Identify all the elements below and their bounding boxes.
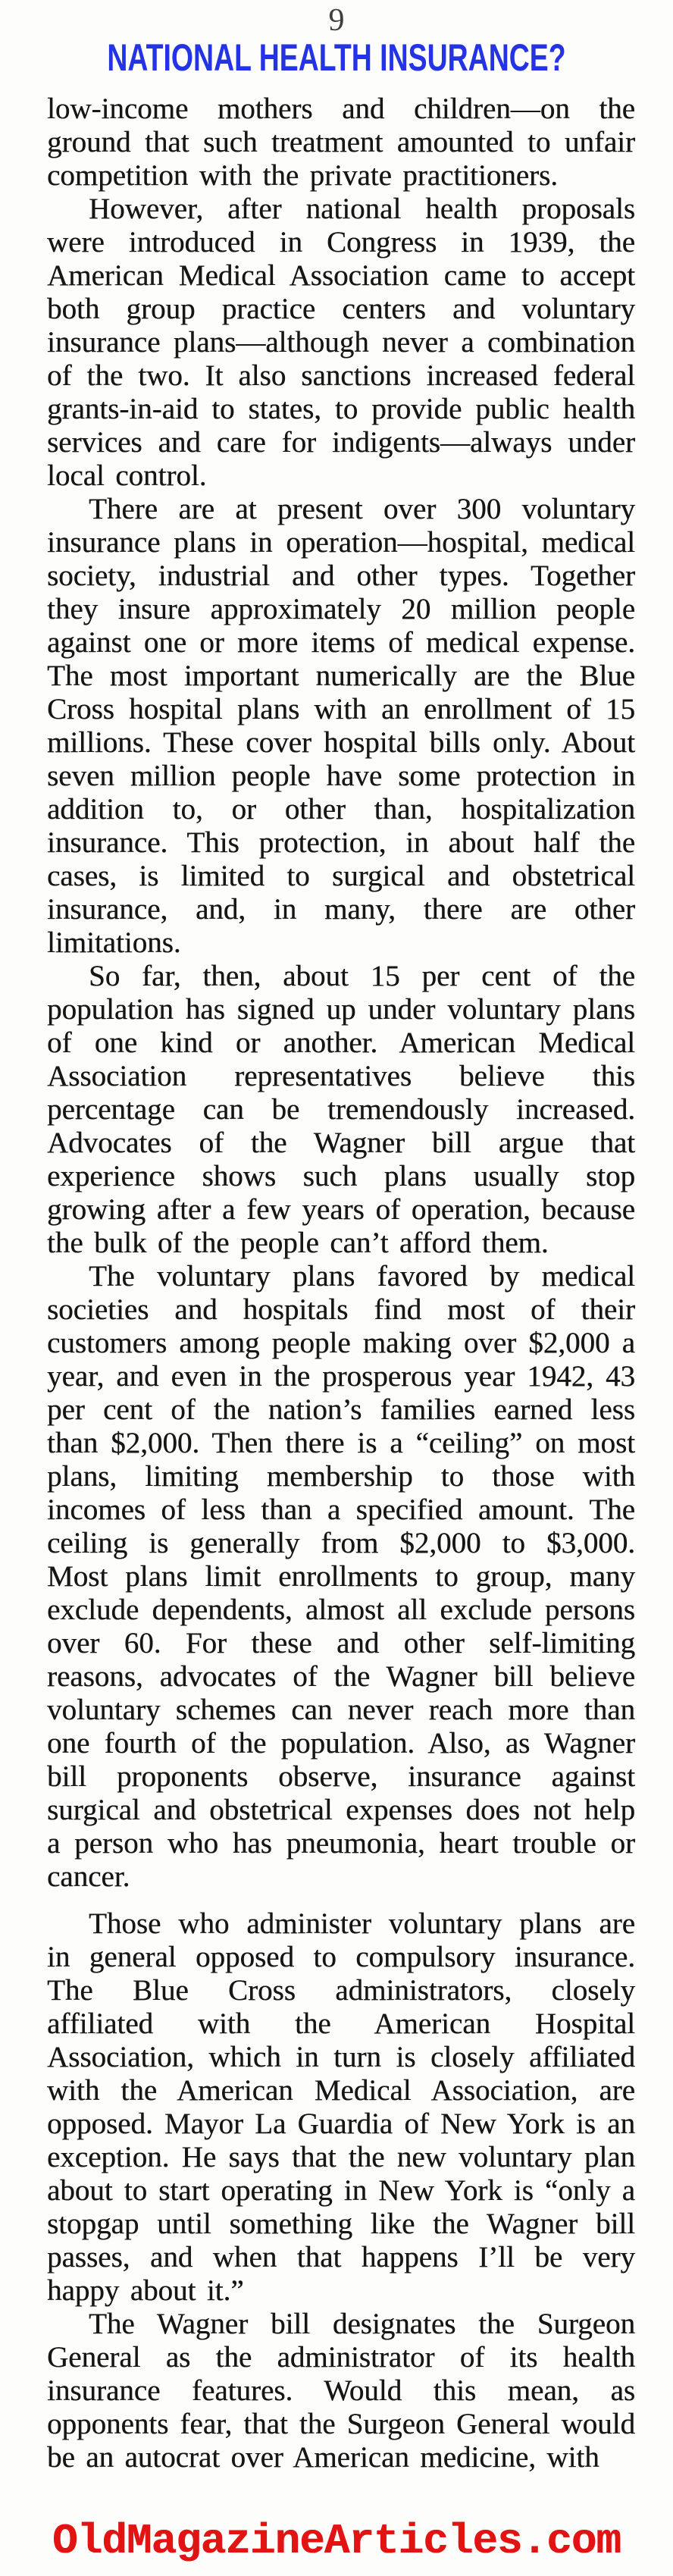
article-paragraph: The Wagner bill designates the Surgeon General as the administrator of its health insurance features. Would this mean, as opponents fear, that the Surgeon General would be an autocrat over American medicine, with <box>47 2308 635 2474</box>
article-paragraph: The voluntary plans favored by medical societies and hospitals find most of their customers among people making over $2,000 a year, and even in the prosperous year 1942, 43 per cent of the nation’s families earned less than $2,000. Then there is a “ceiling” on most plans, limiting membership to those with incomes of less than a specified amount. The ceiling is generally from $2,000 to $3,000. Most plans limit enrollments to group, many exclude dependents, almost all exclude persons over 60. For these and other self-limiting reasons, advocates of the Wagner bill believe voluntary schemes can never reach more than one fourth of the population. Also, as Wagner bill proponents observe, insurance against surgical and obstetrical expenses does not help a person who has pneumonia, heart trouble or cancer. <box>47 1260 635 1893</box>
article-body <box>0 85 673 2474</box>
article-paragraph: So far, then, about 15 per cent of the population has signed up under voluntary plans of one kind or another. American Medical Association representatives believe this percentage can be tremendously increased. Advocates of the Wagner bill argue that experience shows such plans usually stop growing after a few years of operation, because the bulk of the people can’t afford them. <box>47 960 635 1259</box>
watermark-text: OldMagazineArticles.com <box>52 2517 621 2565</box>
page-number: 9 <box>328 3 345 38</box>
article-title: NATIONAL HEALTH INSURANCE? <box>107 36 566 80</box>
article-paragraph: Those who administer voluntary plans are in general opposed to compulsory insurance. The Blue Cross administrators, closely affiliated with the American Hospital Association, which in turn is closely affiliated with the American Medical Association, are opposed. Mayor La Guardia of New York is an exception. He says that the new voluntary plan about to start operating in New York is “only a stopgap until something like the Wagner bill passes, and when that happens I’ll be very happy about it.” <box>47 1907 635 2307</box>
article-title-row <box>0 38 673 85</box>
article-paragraph: However, after national health proposals were introduced in Congress in 1939, the American Medical Association came to accept both group practice centers and voluntary insurance plans—although never a combination of the two. It also sanctions increased federal grants-in-aid to states, to provide public health services and care for indigents—always under local control. <box>47 193 635 492</box>
article-paragraph: There are at present over 300 voluntary insurance plans in operation—hospital, medical society, industrial and other types. Together they insure approximately 20 million people against one or more items of medical expense. The most important numerically are the Blue Cross hospital plans with an enrollment of 15 millions. These cover hospital bills only. About seven million people have some protection in addition to, or other than, hospitalization insurance. This protection, in about half the cases, is limited to surgical and obstetrical insurance, and, in many, there are other limitations. <box>47 493 635 959</box>
article-paragraph: low-income mothers and children—on the ground that such treatment amounted to unfair competition with the private practitioners. <box>47 92 635 192</box>
